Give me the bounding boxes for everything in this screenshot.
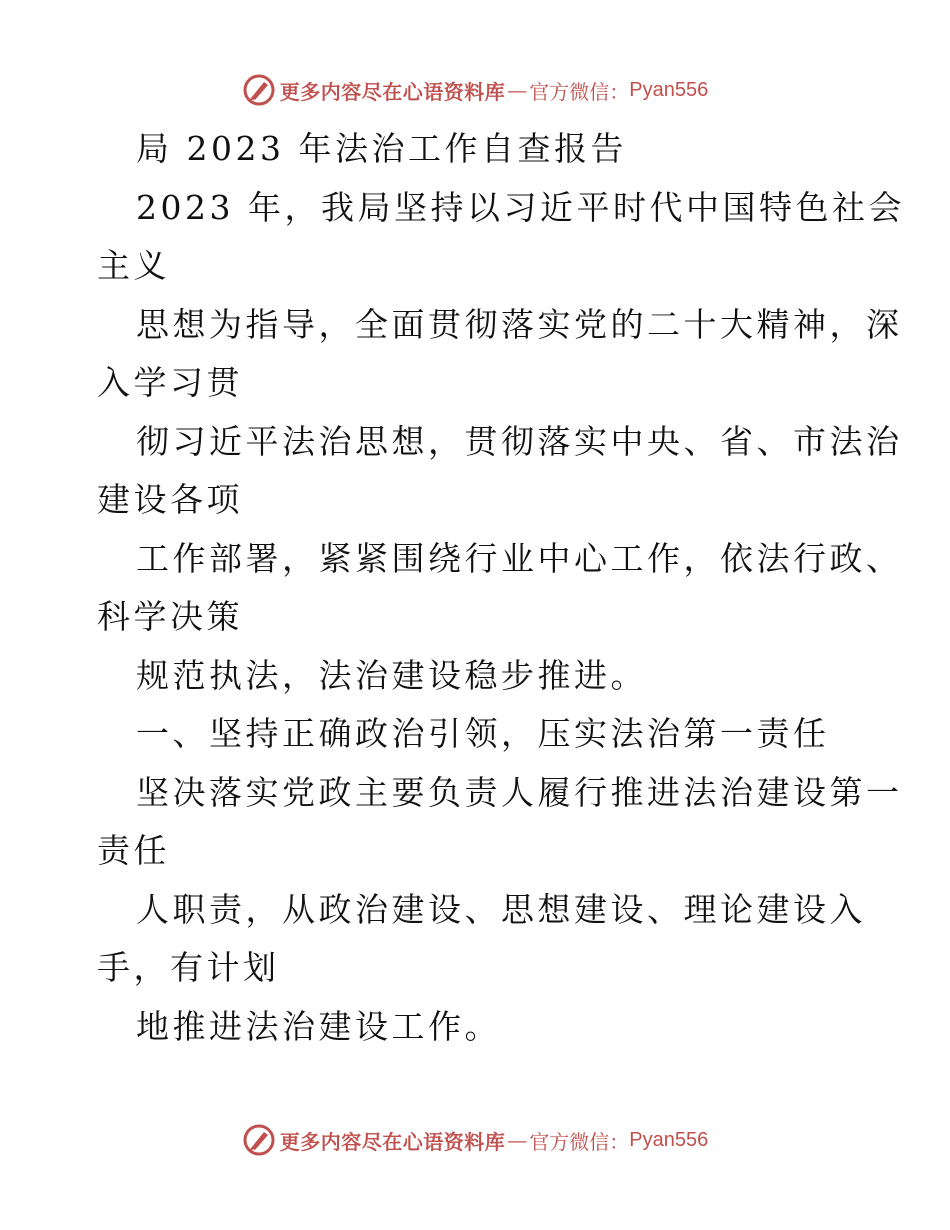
paragraph-line: 入学习贯 (97, 363, 243, 402)
watermark-wechat-label: 官方微信： (529, 1129, 630, 1154)
section-heading: 一、坚持正确政治引领，压实法治第一责任 (136, 714, 830, 753)
paragraph-line: 规范执法，法治建设稳步推进。 (136, 655, 647, 695)
quill-logo-icon (242, 1123, 276, 1157)
document-title: 局 2023 年法治工作自查报告 (136, 129, 627, 168)
paragraph-line: 地推进法治建设工作。 (136, 1006, 501, 1046)
watermark-wechat-label: 官方微信： (529, 79, 630, 104)
paragraph-line: 2023 年，我局坚持以习近平时代中国特色社会 (136, 187, 905, 227)
quill-logo-icon (242, 73, 276, 107)
paragraph-line: 彻习近平法治思想，贯彻落实中央、省、市法治 (136, 421, 903, 461)
footer-watermark (0, 1120, 950, 1160)
header-watermark (0, 70, 950, 110)
paragraph-line: 建设各项 (97, 480, 243, 519)
document-body (97, 120, 905, 1056)
paragraph-line: 主义 (97, 246, 170, 285)
paragraph-line: 责任 (97, 831, 170, 870)
watermark-site-text: 更多内容尽在心语资料库 (279, 79, 506, 104)
paragraph-line: 手，有计划 (97, 948, 280, 987)
watermark-wechat-id: Pyan556 (629, 78, 709, 101)
watermark-dash: — (507, 1128, 528, 1152)
paragraph-line: 人职责，从政治建设、思想建设、理论建设入 (136, 889, 866, 929)
paragraph-line: 思想为指导，全面贯彻落实党的二十大精神，深 (136, 304, 903, 344)
watermark-dash: — (507, 78, 528, 102)
paragraph-line: 工作部署，紧紧围绕行业中心工作，依法行政、 (136, 538, 903, 578)
paragraph-line: 科学决策 (97, 597, 243, 636)
watermark-site-text: 更多内容尽在心语资料库 (279, 1129, 506, 1154)
watermark-wechat-id: Pyan556 (629, 1128, 709, 1151)
paragraph-line: 坚决落实党政主要负责人履行推进法治建设第一 (136, 772, 903, 812)
